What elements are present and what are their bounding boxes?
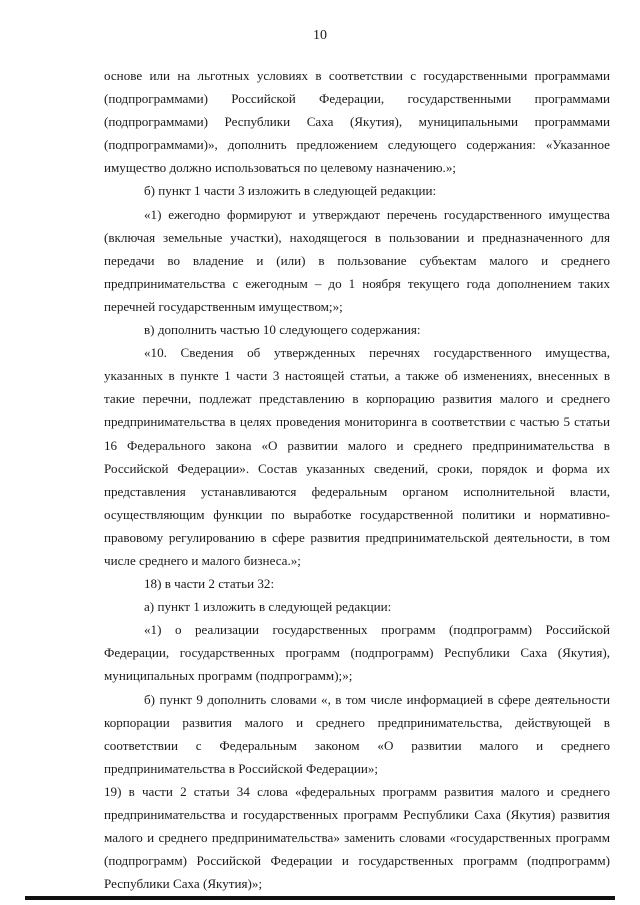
paragraph: основе или на льготных условиях в соответствии с государственными программами (подпрограммами) Российской Федерации, государственными программами (подпрограммами) Республики Саха (Якутия), муниципальными программами (подпрограммами)», дополнить предложением следующего содержания: «Указанное имущество должно использоваться по целевому назначению.»; bbox=[104, 68, 610, 176]
paragraph: «1) о реализации государственных программ (подпрограмм) Российской Федерации, государственных программ (подпрограмм) Республики Саха (Якутия), муниципальных программ (подпрограмм);»; bbox=[104, 622, 610, 684]
paragraph: в) дополнить частью 10 следующего содержания: bbox=[144, 322, 421, 338]
page-number: 10 bbox=[313, 28, 327, 43]
paragraph: б) пункт 9 дополнить словами «, в том числе информацией в сфере деятельности корпорации развития малого и среднего предпринимательства, действующей в соответствии с Федеральным законом «О развитии малого и среднего предпринимательства в Российской Федерации»; bbox=[104, 691, 610, 776]
paragraph: «10. Сведения об утвержденных перечнях государственного имущества, указанных в пункте 1 части 3 настоящей статьи, а также об изменениях, внесенных в такие перечни, подлежат представлению в корпорацию развития малого и среднего предпринимательства в целях проведения мониторинга в соответствии с частью 5 статьи 16 Федерального закона «О развитии малого и среднего предпринимательства в Российской Федерации». Состав указанных сведений, сроки, порядок и форма их представления устанавливаются федеральным органом исполнительной власти, осуществляющим функции по выработке государственной политики и нормативно-правовому регулированию в сфере развития предпринимательской деятельности, в том числе среднего и малого бизнеса.»; bbox=[104, 345, 610, 568]
paragraph: б) пункт 1 части 3 изложить в следующей редакции: bbox=[144, 183, 437, 199]
paragraph: «1) ежегодно формируют и утверждают перечень государственного имущества (включая земельные участки), находящегося в пользовании и предназначенного для передачи во владение и (или) в пользование субъектам малого и среднего предпринимательства с ежегодным – до 1 ноября текущего года дополнением таких перечней государственным имуществом;»; bbox=[104, 206, 610, 314]
paragraph: а) пункт 1 изложить в следующей редакции: bbox=[144, 599, 392, 615]
scan-edge-divider bbox=[25, 896, 615, 900]
document-body bbox=[104, 64, 610, 895]
paragraph: 19) в части 2 статьи 34 слова «федеральных программ развития малого и среднего предпринимательства и государственных программ Республики Саха (Якутия) развития малого и среднего предпринимательства» заменить словами «государственных программ (подпрограмм) Российской Федерации и государственных программ (подпрограмм) Республики Саха (Якутия)»; bbox=[104, 783, 610, 892]
paragraph: 18) в части 2 статьи 32: bbox=[144, 576, 275, 592]
